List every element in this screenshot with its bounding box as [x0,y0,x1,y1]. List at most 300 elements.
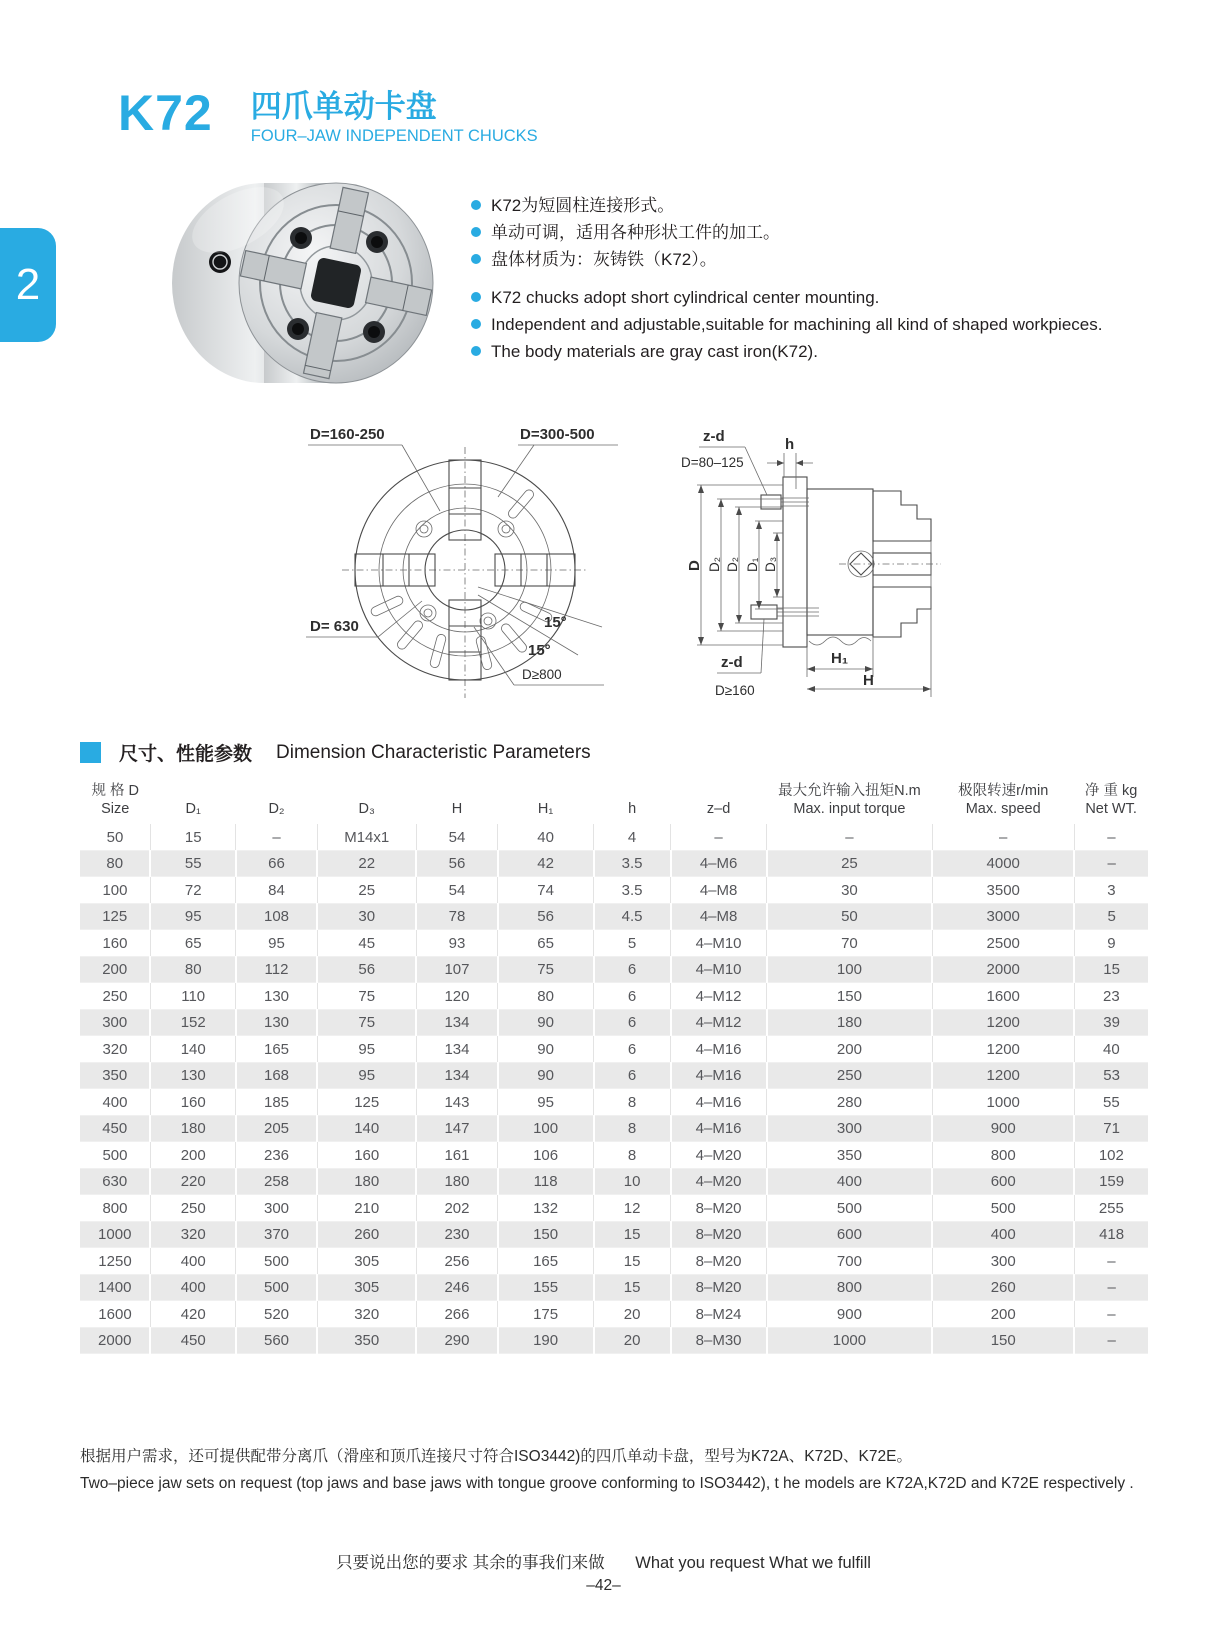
column-header: z–d [706,801,731,818]
column-header: H [451,801,463,818]
table-cell: 25 [317,877,416,904]
table-cell: 54 [416,877,497,904]
table-cell: 4000 [932,850,1074,877]
table-cell: 55 [150,850,235,877]
section-marker-icon [80,742,101,763]
table-cell: 4–M12 [671,983,767,1010]
table-row [80,1327,1148,1354]
table-cell: 250 [150,1195,235,1222]
table-cell: 165 [498,1248,594,1275]
intro-section [146,172,1207,399]
table-cell: – [1107,1279,1116,1297]
product-photo [146,172,461,399]
table-cell: 72 [150,877,235,904]
table-cell: 130 [150,1062,235,1089]
table-cell: 152 [150,1009,235,1036]
feature-text: K72为短圆柱连接形式。 [491,196,675,216]
table-cell: 305 [317,1274,416,1301]
table-cell: 100 [767,956,933,983]
label-angle1: 15° [544,614,567,632]
bullet-icon [471,292,481,302]
table-cell: 8–M24 [671,1301,767,1328]
table-cell: 2500 [932,930,1074,957]
table-cell: 93 [416,930,497,957]
table-row [80,1036,1148,1063]
table-cell: 110 [150,983,235,1010]
table-cell: 80 [498,983,594,1010]
table-cell: – [236,824,317,850]
table-cell: 130 [236,983,317,1010]
table-cell: 250 [80,983,150,1010]
table-cell: 180 [150,1115,235,1142]
table-cell: 102 [1098,1146,1124,1164]
column-header: 极限转速r/min Max. speed [958,783,1049,818]
table-cell: 4–M8 [671,903,767,930]
table-cell: 66 [236,850,317,877]
table-cell: 190 [498,1327,594,1354]
table-cell: 40 [1103,1040,1120,1058]
table-cell: 15 [594,1248,671,1275]
table-cell: 1000 [932,1089,1074,1116]
table-cell: 400 [150,1248,235,1275]
table-cell: 6 [594,1062,671,1089]
notes-section [80,1446,1155,1495]
table-cell: 12 [594,1195,671,1222]
table-cell: 150 [498,1221,594,1248]
table-cell: 120 [416,983,497,1010]
page-header [118,85,1207,146]
note-zh: 根据用户需求，还可提供配带分离爪（滑座和顶爪连接尺寸符合ISO3442)的四爪单动卡盘，型号为K72A、K72D、K72E。 [80,1448,912,1466]
table-cell: 125 [80,903,150,930]
table-cell: 800 [932,1142,1074,1169]
chapter-tab[interactable]: 2 [0,228,56,342]
table-cell: 132 [498,1195,594,1222]
slogan-zh: 只要说出您的要求 其余的事我们来做 [336,1554,605,1573]
table-cell: 258 [236,1168,317,1195]
table-cell: 95 [317,1062,416,1089]
table-cell: 100 [498,1115,594,1142]
table-cell: 350 [767,1142,933,1169]
table-cell: 1200 [932,1036,1074,1063]
column-header: h [628,801,637,818]
table-header-row [80,778,1148,824]
table-row [80,824,1148,850]
table-cell: 260 [317,1221,416,1248]
table-cell: 150 [767,983,933,1010]
table-cell: 250 [767,1062,933,1089]
table-cell: 30 [317,903,416,930]
table-cell: 160 [317,1142,416,1169]
table-cell: 210 [317,1195,416,1222]
table-cell: 80 [80,850,150,877]
feature-item [471,192,1121,219]
column-header: 规 格 D Size [91,783,139,818]
table-cell: 150 [932,1327,1074,1354]
table-cell: 300 [767,1115,933,1142]
table-cell: 45 [317,930,416,957]
table-cell: 200 [767,1036,933,1063]
table-cell: 15 [1103,961,1120,979]
table-cell: 6 [594,1009,671,1036]
table-cell: 50 [767,903,933,930]
table-cell: 112 [236,956,317,983]
feature-text: 盘体材质为：灰铸铁（K72）。 [491,250,717,270]
table-cell: 500 [80,1142,150,1169]
table-cell: 15 [150,824,235,850]
bullet-icon [471,319,481,329]
table-cell: 560 [236,1327,317,1354]
table-cell: 4–M16 [671,1062,767,1089]
table-cell: 160 [150,1089,235,1116]
column-header: 净 重 kg Net WT. [1084,783,1138,818]
table-cell: 70 [767,930,933,957]
label-h1: H₁ [831,650,849,668]
table-row [80,877,1148,904]
table-cell: 255 [1098,1199,1124,1217]
table-cell: 300 [80,1009,150,1036]
table-cell: 65 [498,930,594,957]
table-row [80,1009,1148,1036]
table-row [80,1221,1148,1248]
table-cell: 700 [767,1248,933,1275]
table-cell: 1400 [80,1274,150,1301]
table-cell: 260 [932,1274,1074,1301]
table-cell: 107 [416,956,497,983]
table-cell: 8–M30 [671,1327,767,1354]
feature-item [471,219,1121,246]
table-cell: 600 [932,1168,1074,1195]
table-cell: 3.5 [594,850,671,877]
table-cell: 180 [416,1168,497,1195]
label-d80: D=80–125 [681,455,744,471]
table-cell: 56 [498,903,594,930]
feature-list-en [471,284,1121,366]
label-h: h [785,436,795,454]
table-cell: 4–M20 [671,1142,767,1169]
table-row [80,1274,1148,1301]
table-cell: 56 [317,956,416,983]
slogan-en: What you request What we fulfill [635,1554,871,1573]
feature-item [471,311,1121,338]
table-cell: 266 [416,1301,497,1328]
table-cell: 418 [1099,1226,1125,1244]
table-cell: 4–M10 [671,930,767,957]
table-cell: 78 [416,903,497,930]
label-d300: D=300-500 [520,426,595,444]
table-cell: 400 [767,1168,933,1195]
table-row [80,1062,1148,1089]
table-row [80,1248,1148,1275]
table-cell: 4–M8 [671,877,767,904]
table-cell: 165 [236,1036,317,1063]
table-cell: 175 [498,1301,594,1328]
table-cell: 180 [767,1009,933,1036]
table-cell: 350 [80,1062,150,1089]
table-cell: 25 [767,850,933,877]
table-cell: 1000 [767,1327,933,1354]
table-cell: 75 [498,956,594,983]
table-cell: 230 [416,1221,497,1248]
table-cell: 320 [150,1221,235,1248]
label-dim-d1: D₁ [745,557,760,573]
table-cell: 95 [236,930,317,957]
table-cell: 1000 [80,1221,150,1248]
table-cell: 39 [1103,1014,1120,1032]
table-cell: 4–M12 [671,1009,767,1036]
table-cell: 8–M20 [671,1195,767,1222]
table-cell: 4–M16 [671,1115,767,1142]
table-cell: 55 [1103,1093,1120,1111]
side-view-drawing [633,415,943,705]
table-cell: 90 [498,1062,594,1089]
table-cell: 134 [416,1009,497,1036]
page-title-zh: 四爪单动卡盘 [250,89,437,124]
table-cell: 143 [416,1089,497,1116]
table-cell: 15 [594,1274,671,1301]
table-cell: 3.5 [594,877,671,904]
feature-text: The body materials are gray cast iron(K72). [491,342,818,362]
section-title-zh: 尺寸、性能参数 [119,744,253,766]
table-cell: 4–M16 [671,1089,767,1116]
table-cell: – [767,824,933,850]
parameters-table-wrap [80,778,1148,1354]
table-cell: 400 [932,1221,1074,1248]
table-cell: – [1107,1332,1116,1350]
table-cell: 90 [498,1036,594,1063]
table-row [80,1301,1148,1328]
table-row [80,930,1148,957]
table-cell: 350 [317,1327,416,1354]
bullet-icon [471,346,481,356]
table-cell: 4.5 [594,903,671,930]
label-d800: D≥800 [522,667,562,683]
table-cell: 4–M6 [671,850,767,877]
table-cell: 95 [498,1089,594,1116]
feature-list [471,192,1121,399]
table-cell: 71 [1103,1120,1120,1138]
feature-text: K72 chucks adopt short cylindrical center mounting. [491,287,880,307]
table-cell: 370 [236,1221,317,1248]
table-row [80,1089,1148,1116]
column-header: D₁ [185,801,201,818]
table-cell: 500 [236,1248,317,1275]
footer-slogan [0,1549,1207,1573]
table-cell: 8–M20 [671,1274,767,1301]
note-en: Two–piece jaw sets on request (top jaws and base jaws with tongue groove conforming to ISO3442), t he models are K72A,K72D and K72E respectively . [80,1474,1134,1492]
feature-text: 单动可调，适用各种形状工件的加工。 [491,223,780,243]
label-angle2: 15° [528,642,551,660]
feature-list-zh [471,192,1121,274]
table-cell: 147 [416,1115,497,1142]
table-cell: 9 [1107,934,1116,952]
feature-item [471,284,1121,311]
table-row [80,1142,1148,1169]
table-cell: 4–M20 [671,1168,767,1195]
table-cell: 15 [594,1221,671,1248]
table-cell: 23 [1103,987,1120,1005]
table-cell: 900 [932,1115,1074,1142]
table-row [80,850,1148,877]
table-cell: 30 [767,877,933,904]
table-cell: 8 [594,1115,671,1142]
table-cell: 4 [594,824,671,850]
table-cell: 8 [594,1089,671,1116]
table-cell: 4–M16 [671,1036,767,1063]
table-cell: 84 [236,877,317,904]
label-zd-bottom: z-d [721,654,743,672]
table-cell: – [932,824,1074,850]
table-cell: 305 [317,1248,416,1275]
table-cell: 180 [317,1168,416,1195]
label-d160-side: D≥160 [715,683,755,699]
table-cell: 185 [236,1089,317,1116]
table-cell: 50 [80,824,150,850]
table-cell: 200 [150,1142,235,1169]
table-cell: 74 [498,877,594,904]
table-cell: 320 [317,1301,416,1328]
table-cell: 134 [416,1036,497,1063]
table-cell: – [1107,1252,1116,1270]
feature-item [471,338,1121,365]
table-cell: 2000 [80,1327,150,1354]
table-row [80,1168,1148,1195]
table-cell: 20 [594,1327,671,1354]
table-cell: 3500 [932,877,1074,904]
table-cell: 8–M20 [671,1248,767,1275]
table-cell: 75 [317,1009,416,1036]
table-cell: 42 [498,850,594,877]
bullet-icon [471,254,481,264]
table-cell: 168 [236,1062,317,1089]
feature-text: Independent and adjustable,suitable for machining all kind of shaped workpieces. [491,314,1103,334]
front-view-drawing [282,415,627,705]
table-cell: 300 [236,1195,317,1222]
label-dim-d: D [686,560,703,572]
column-header: D₃ [358,801,375,818]
table-cell: 65 [150,930,235,957]
table-cell: 200 [932,1301,1074,1328]
table-cell: – [671,824,767,850]
column-header: D₂ [268,801,285,818]
table-row [80,956,1148,983]
table-cell: 800 [767,1274,933,1301]
table-cell: 2000 [932,956,1074,983]
table-cell: 246 [416,1274,497,1301]
table-cell: 100 [80,877,150,904]
table-row [80,983,1148,1010]
table-cell: 400 [80,1089,150,1116]
table-cell: 630 [80,1168,150,1195]
table-cell: 300 [932,1248,1074,1275]
table-cell: 130 [236,1009,317,1036]
table-cell: 5 [594,930,671,957]
table-cell: 40 [498,824,594,850]
table-cell: 6 [594,983,671,1010]
table-cell: 6 [594,1036,671,1063]
table-cell: 95 [150,903,235,930]
table-cell: 140 [150,1036,235,1063]
table-cell: 280 [767,1089,933,1116]
table-cell: 125 [317,1089,416,1116]
table-cell: 161 [416,1142,497,1169]
table-cell: 1200 [932,1062,1074,1089]
table-cell: 95 [317,1036,416,1063]
label-d160: D=160-250 [310,426,385,444]
table-cell: 450 [150,1327,235,1354]
table-cell: 3000 [932,903,1074,930]
table-cell: 220 [150,1168,235,1195]
table-cell: 200 [80,956,150,983]
table-cell: 600 [767,1221,933,1248]
table-cell: 155 [498,1274,594,1301]
bullet-icon [471,227,481,237]
table-cell: 900 [767,1301,933,1328]
model-code: K72 [118,85,213,141]
table-cell: 400 [150,1274,235,1301]
table-cell: 256 [416,1248,497,1275]
table-cell: 1600 [932,983,1074,1010]
technical-drawings [282,415,1207,705]
table-cell: 8–M20 [671,1221,767,1248]
label-d630: D= 630 [310,618,359,636]
table-row [80,903,1148,930]
table-cell: 1250 [80,1248,150,1275]
table-cell: 22 [317,850,416,877]
table-cell: 20 [594,1301,671,1328]
label-dim-d3: D₃ [763,556,778,573]
column-header: 最大允许输入扭矩N.m Max. input torque [778,783,921,818]
table-cell: 5 [1107,908,1116,926]
table-cell: 290 [416,1327,497,1354]
section-title-en: Dimension Characteristic Parameters [276,741,591,763]
table-cell: 520 [236,1301,317,1328]
table-cell: 80 [150,956,235,983]
chuck-photo-illustration [146,172,461,394]
parameters-table [80,778,1148,1354]
table-cell: 106 [498,1142,594,1169]
table-cell: 53 [1103,1067,1120,1085]
table-cell: 500 [767,1195,933,1222]
section-title [80,739,1207,766]
table-cell: 160 [80,930,150,957]
table-cell: 3 [1107,881,1116,899]
table-cell: 500 [236,1274,317,1301]
feature-item [471,246,1121,273]
table-cell: – [1107,828,1116,846]
table-body [80,824,1148,1354]
column-header: H₁ [537,801,554,818]
page-number: –42– [586,1577,621,1595]
table-cell: M14x1 [317,824,416,850]
bullet-icon [471,200,481,210]
table-cell: 108 [236,903,317,930]
table-cell: 90 [498,1009,594,1036]
table-cell: 134 [416,1062,497,1089]
table-cell: – [1107,1305,1116,1323]
table-cell: 54 [416,824,497,850]
table-cell: 205 [236,1115,317,1142]
table-cell: 118 [498,1168,594,1195]
table-cell: 202 [416,1195,497,1222]
table-row [80,1195,1148,1222]
label-zd-top: z-d [703,428,725,446]
table-cell: 500 [932,1195,1074,1222]
label-dim-d2b: D₂ [725,557,740,573]
table-cell: 6 [594,956,671,983]
table-cell: 800 [80,1195,150,1222]
table-cell: 159 [1099,1173,1125,1191]
page-title-en: FOUR–JAW INDEPENDENT CHUCKS [250,127,538,146]
